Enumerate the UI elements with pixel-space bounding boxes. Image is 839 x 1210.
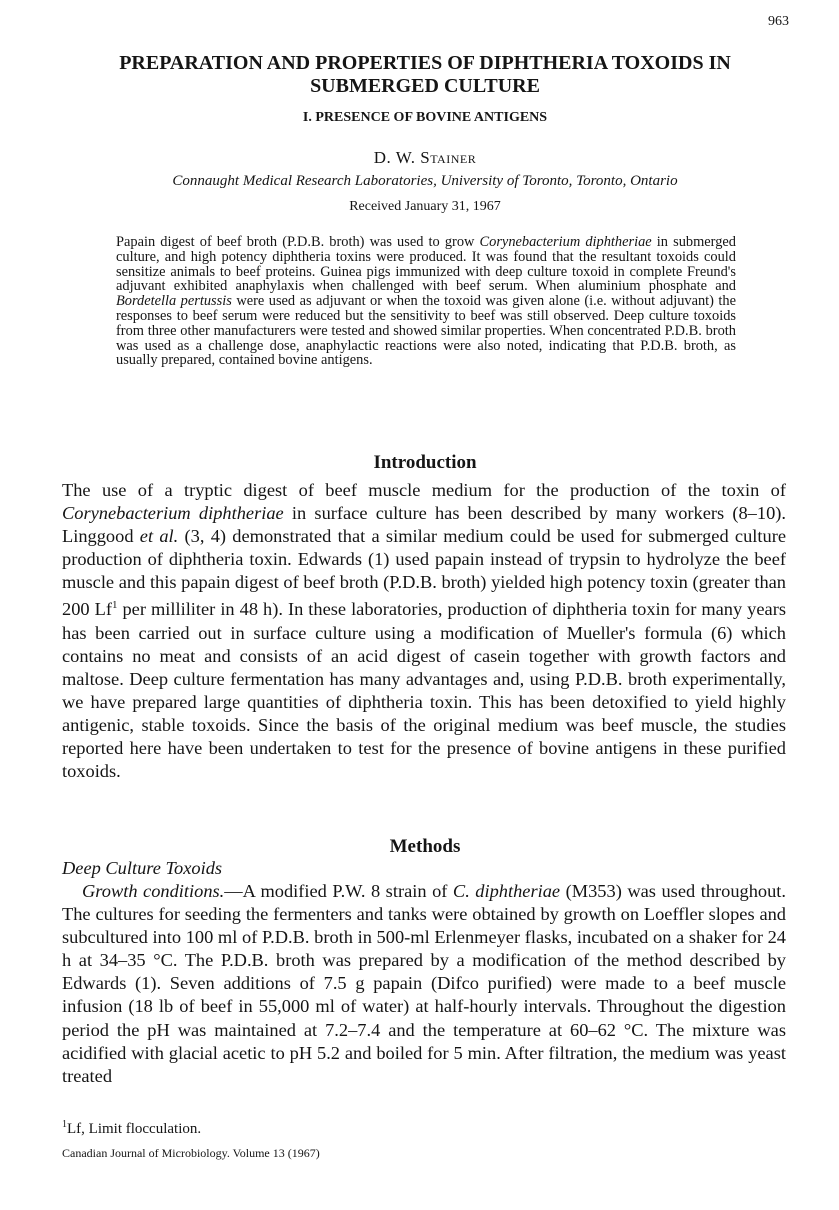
- author-surname: Stainer: [420, 148, 477, 167]
- author-initials: D. W.: [373, 148, 421, 167]
- methods-heading: Methods: [389, 836, 461, 857]
- methods-lead-in: Growth conditions.: [82, 881, 225, 901]
- methods-text-2: (M353) was used throughout. The cultures for seeding the fermenters and tanks were obtained by growth on Loeffler slopes and subcultured into 100 ml of P.D.B. broth in 500-ml Erlenmeyer flasks, incubated on a shaker for 24 h at 34–35 °C. The P.D.B. broth was prepared by a modification of the method described by Edwards (1). Seven additions of 7.5 g papain (Difco purified) were made to a beef muscle infusion (18 lb of beef in 55,000 ml of water) at half-hourly intervals. Throughout the digestion period the pH was maintained at 7.2–7.4 and the temperature at 60–62 °C. The mixture was acidified with glacial acetic to pH 5.2 and boiled for 5 min. After filtration, the medium was yeast treated: [62, 881, 787, 1086]
- abstract-text-2: in submerged culture, and high potency diphtheria toxins were produced. It was found that the resultant toxoids could sensitize animals to beef proteins. Guinea pigs immunized with deep culture toxoid in complete Freund's adjuvant exhibited anaphylaxis when challenged with beef serum. When aluminium phosphate and: [116, 234, 736, 295]
- page-number: 963: [768, 14, 789, 29]
- methods-text-1: —A modified P.W. 8 strain of: [224, 881, 453, 901]
- footnote-text: Lf, Limit flocculation.: [67, 1121, 202, 1137]
- introduction-paragraph: [62, 479, 786, 783]
- methods-paragraph: [62, 880, 786, 1088]
- received-date: Received January 31, 1967: [349, 199, 501, 214]
- intro-italic-2: et al.: [139, 526, 179, 547]
- intro-italic-1: Corynebacterium diphtheriae: [62, 503, 284, 524]
- methods-italic-1: C. diphtheriae: [452, 881, 561, 901]
- footnote-reference: 1: [111, 599, 118, 612]
- footnote: [62, 1119, 201, 1138]
- journal-citation: Canadian Journal of Microbiology. Volume 13 (1967): [62, 1146, 320, 1160]
- affiliation: Connaught Medical Research Laboratories, University of Toronto, Toronto, Ontario: [172, 173, 678, 189]
- intro-text-3: (3, 4) demonstrated that a similar medium could be used for submerged culture production of diphtheria toxin. Edwards (1) used papain instead of trypsin to hydrolyze the beef muscle and this papain digest of beef broth (P.D.B. broth) yielded high potency toxin (greater than 200 Lf: [62, 526, 786, 620]
- intro-text-4: per milliliter in 48 h). In these laboratories, production of diphtheria toxin for many years has been carried out in surface culture using a modification of Mueller's formula (6) which contains no meat and consists of an acid digest of casein together with growth factors and maltose. Deep culture fermentation has many advantages and, using P.D.B. broth experimentally, we have prepared large quantities of diphtheria toxin. This has been detoxified to yield highly antigenic, stable toxoids. Since the basis of the original medium was beef muscle, the studies reported here have been undertaken to test for the presence of bovine antigens in these purified toxoids.: [62, 599, 786, 782]
- author: [60, 148, 790, 168]
- abstract-text-1: Papain digest of beef broth (P.D.B. broth) was used to grow: [116, 234, 480, 250]
- abstract: [116, 235, 736, 368]
- subsection-heading: Deep Culture Toxoids: [62, 858, 223, 878]
- footnote-marker: 1: [62, 1119, 67, 1130]
- abstract-italic-1: Corynebacterium diphtheriae: [479, 234, 652, 250]
- abstract-text-3: were used as adjuvant or when the toxoid was given alone (i.e. without adjuvant) the responses to beef serum were reduced but the sensitivity to beef was still observed. Deep culture toxoids from three other manufacturers were tested and showed similar properties. When concentrated P.D.B. broth was used as a challenge dose, anaphylactic reactions were also noted, indicating that P.D.B. broth, as usually prepared, contained bovine antigens.: [116, 293, 736, 369]
- article-subtitle: I. PRESENCE OF BOVINE ANTIGENS: [302, 110, 548, 125]
- article-title: PREPARATION AND PROPERTIES OF DIPHTHERIA TOXOIDS IN SUBMERGED CULTURE: [119, 52, 731, 97]
- intro-text-2: in surface culture has been described by many workers (8–10). Linggood: [62, 503, 786, 547]
- introduction-heading: Introduction: [373, 452, 477, 473]
- intro-text-1: The use of a tryptic digest of beef muscle medium for the production of the toxin of: [62, 480, 786, 500]
- abstract-italic-2: Bordetella pertussis: [116, 293, 232, 310]
